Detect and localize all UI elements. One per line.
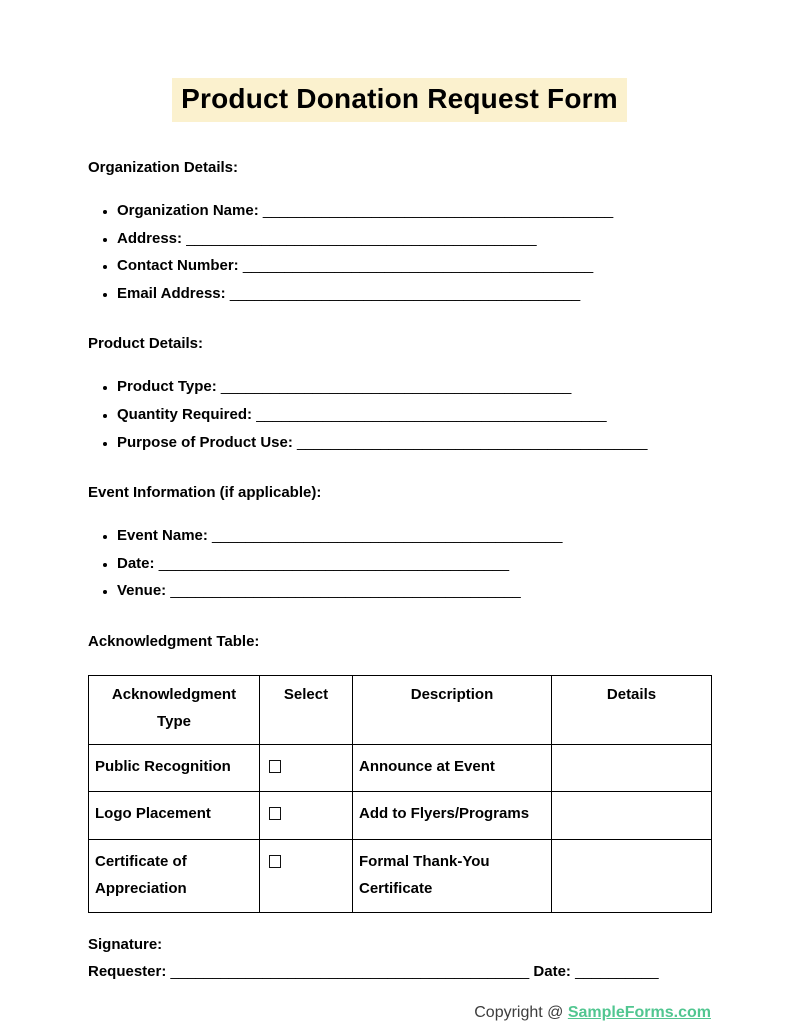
copyright-text: Copyright @ [474,1003,568,1021]
field-label-address: Address: [117,229,183,247]
column-header-acknowledgment-type: Acknowledgment Type [89,675,260,744]
list-item [117,429,711,457]
blank-line-email-address: __________________________________________ [229,284,581,302]
blank-line-event-name: __________________________________________ [212,527,563,545]
cell-select [260,744,353,792]
column-header-description: Description [353,675,552,744]
cell-details [552,792,712,840]
cell-select [260,792,353,840]
event-information-list [88,522,711,605]
cell-description: Add to Flyers/Programs [353,792,552,840]
field-label-requester: Requester: [88,963,167,981]
field-label-event-name: Event Name: [117,527,208,545]
field-label-quantity-required: Quantity Required: [117,405,253,423]
blank-line-organization-name: __________________________________________ [262,202,614,219]
checkbox-certificate-of-appreciation[interactable] [269,855,281,868]
field-label-contact-number: Contact Number: [117,257,239,275]
cell-type-public-recognition: Public Recognition [89,744,260,792]
cell-description: Announce at Event [353,744,552,792]
field-label-signature-date: Date: [533,963,571,981]
cell-details [552,839,712,912]
field-label-email-address: Email Address: [117,284,226,302]
blank-line-signature-date: __________ [575,963,659,981]
sampleforms-link[interactable]: SampleForms.com [567,1003,711,1021]
field-label-organization-name: Organization Name: [117,202,259,219]
field-label-date: Date: [117,554,155,572]
blank-line-requester: ___________________________________________ [170,963,530,981]
blank-line-quantity-required: __________________________________________ [256,405,607,423]
checkbox-logo-placement[interactable] [269,807,281,820]
form-title-wrap [88,78,711,122]
column-header-details: Details [552,675,712,744]
cell-type-logo-placement: Logo Placement [89,792,260,840]
column-header-select: Select [260,675,353,744]
cell-select [260,839,353,912]
blank-line-venue: __________________________________________ [170,582,521,600]
footer [88,1004,711,1022]
list-item [117,401,711,429]
list-item [117,550,711,578]
product-details-list [88,373,711,456]
table-row [89,839,712,912]
acknowledgment-table [88,675,712,913]
cell-description: Formal Thank-You Certificate [353,839,552,912]
cell-details [552,744,712,792]
list-item [117,252,711,280]
blank-line-product-type: __________________________________________ [220,378,572,396]
blank-line-contact-number: __________________________________________ [242,257,594,275]
field-label-venue: Venue: [117,582,167,600]
organization-details-list [88,197,711,307]
list-item [117,577,711,605]
section-heading-event-information: Event Information (if applicable): [88,484,322,502]
table-header-row [89,675,712,744]
cell-type-certificate-of-appreciation: Certificate of Appreciation [89,839,260,912]
list-item [117,373,711,401]
section-heading-acknowledgment-table: Acknowledgment Table: [88,632,260,650]
checkbox-public-recognition[interactable] [269,760,281,773]
section-heading-organization-details: Organization Details: [88,159,239,176]
section-heading-product-details: Product Details: [88,335,204,353]
blank-line-purpose-of-product-use: __________________________________________ [297,433,648,451]
list-item [117,197,711,225]
list-item [117,522,711,550]
list-item [117,280,711,308]
requester-row [88,958,711,986]
field-label-product-type: Product Type: [117,378,217,396]
table-row [89,792,712,840]
blank-line-address: __________________________________________ [186,229,537,247]
list-item [117,225,711,253]
blank-line-date: __________________________________________ [158,554,510,572]
page-title: Product Donation Request Form [172,78,627,122]
field-label-purpose-of-product-use: Purpose of Product Use: [117,433,293,451]
table-row [89,744,712,792]
signature-heading: Signature: [88,935,163,953]
